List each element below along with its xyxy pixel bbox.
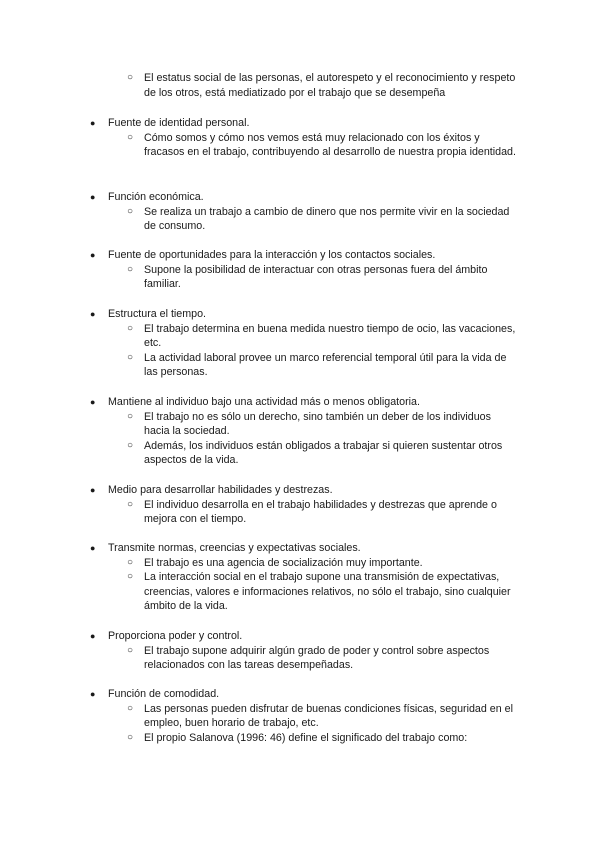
filled-bullet-icon: ● — [90, 485, 96, 495]
section-title: ● Función económica. — [90, 191, 204, 203]
section-funcion-economica — [0, 190, 600, 234]
section-title: ● Medio para desarrollar habilidades y destrezas. — [90, 484, 333, 496]
section-title: ● Mantiene al individuo bajo una actividad más o menos obligatoria. — [90, 396, 420, 408]
section-actividad-obligatoria — [0, 395, 600, 468]
hollow-bullet-icon: ○ — [127, 439, 134, 451]
filled-bullet-icon: ● — [90, 118, 96, 128]
filled-bullet-icon: ● — [90, 192, 96, 202]
section-estructura-tiempo — [0, 307, 600, 380]
section-title: ● Transmite normas, creencias y expectativas sociales. — [90, 542, 361, 554]
hollow-bullet-icon: ○ — [127, 498, 134, 510]
section-title: ● Fuente de identidad personal. — [90, 117, 250, 129]
sub-item: ○ Cómo somos y cómo nos vemos está muy relacionado con los éxitos y fracasos en el trabajo, contribuyendo al desarrollo de nuestra propia identidad. — [127, 131, 516, 159]
sub-item: ○ El estatus social de las personas, el autorespeto y el reconocimiento y respeto de los otros, está mediatizado por el trabajo que se desempeña — [127, 72, 516, 99]
filled-bullet-icon: ● — [90, 631, 96, 641]
sub-item: ○ El trabajo es una agencia de socialización muy importante. — [127, 556, 423, 569]
sub-item: ○ El trabajo supone adquirir algún grado de poder y control sobre aspectos relacionados con las tareas desempeñadas. — [127, 644, 490, 672]
section-normas — [0, 541, 600, 614]
hollow-bullet-icon: ○ — [127, 702, 134, 714]
filled-bullet-icon: ● — [90, 309, 96, 319]
hollow-bullet-icon: ○ — [127, 263, 134, 275]
hollow-bullet-icon: ○ — [127, 410, 134, 422]
hollow-bullet-icon: ○ — [127, 571, 134, 583]
sub-item: ○ Además, los individuos están obligados a trabajar si quieren sustentar otros aspectos de la vida. — [127, 439, 503, 467]
hollow-bullet-icon: ○ — [127, 351, 134, 363]
filled-bullet-icon: ● — [90, 250, 96, 260]
section-interaccion — [0, 248, 600, 292]
section-status-social — [0, 71, 600, 100]
sub-item: ○ El individuo desarrolla en el trabajo habilidades y destrezas que aprende o mejora con el tiempo. — [127, 498, 497, 526]
sub-item: ○ Supone la posibilidad de interactuar con otras personas fuera del ámbito familiar. — [127, 263, 488, 291]
filled-bullet-icon: ● — [90, 543, 96, 553]
sub-item: ○ El trabajo determina en buena medida nuestro tiempo de ocio, las vacaciones, etc. — [127, 322, 516, 350]
section-comodidad — [0, 687, 600, 745]
section-title: ● Proporciona poder y control. — [90, 630, 243, 642]
hollow-bullet-icon: ○ — [127, 205, 134, 217]
sub-item: ○ Las personas pueden disfrutar de buenas condiciones físicas, seguridad en el empleo, buen horario de trabajo, etc. — [127, 702, 513, 730]
section-identidad-personal — [0, 116, 600, 160]
filled-bullet-icon: ● — [90, 689, 96, 699]
section-title: ● Estructura el tiempo. — [90, 308, 207, 320]
section-title: ● Fuente de oportunidades para la interacción y los contactos sociales. — [90, 249, 436, 261]
sub-item: ○ Se realiza un trabajo a cambio de dinero que nos permite vivir en la sociedad de consumo. — [127, 205, 510, 233]
hollow-bullet-icon: ○ — [127, 72, 134, 83]
hollow-bullet-icon: ○ — [127, 322, 134, 334]
sub-item: ○ La actividad laboral provee un marco referencial temporal útil para la vida de las personas. — [127, 351, 507, 379]
hollow-bullet-icon: ○ — [127, 131, 134, 143]
hollow-bullet-icon: ○ — [127, 556, 134, 568]
section-poder-control — [0, 629, 600, 673]
hollow-bullet-icon: ○ — [127, 644, 134, 656]
section-habilidades — [0, 483, 600, 527]
hollow-bullet-icon: ○ — [127, 731, 134, 743]
sub-item: ○ El trabajo no es sólo un derecho, sino también un deber de los individuos hacia la sociedad. — [127, 410, 491, 438]
sub-item: ○ La interacción social en el trabajo supone una transmisión de expectativas, creencias, valores e informaciones relativos, no sólo el trabajo, sino cualquier ámbito de la vida. — [127, 571, 511, 613]
filled-bullet-icon: ● — [90, 397, 96, 407]
section-title: ● Función de comodidad. — [90, 688, 220, 700]
sub-item: ○ El propio Salanova (1996: 46) define el significado del trabajo como: — [127, 731, 468, 744]
